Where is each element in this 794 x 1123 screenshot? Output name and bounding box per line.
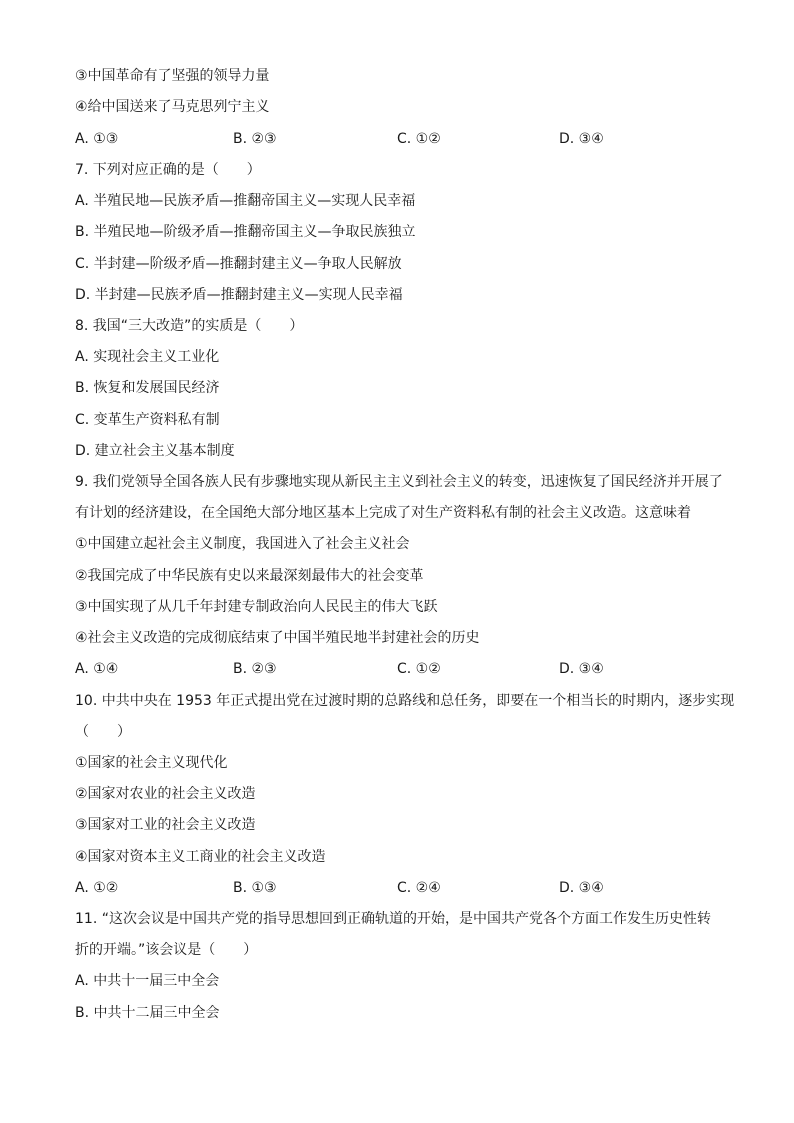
q9-option-c: C. ①② — [397, 661, 441, 677]
q7-option-a: A. 半殖民地—民族矛盾—推翻帝国主义—实现人民幸福 — [75, 193, 416, 209]
q8-option-b: B. 恢复和发展国民经济 — [75, 380, 220, 396]
q9-option-a: A. ①④ — [75, 661, 119, 677]
q9-statement-2: ②我国完成了中华民族有史以来最深刻最伟大的社会变革 — [75, 568, 424, 584]
q9-statement-1: ①中国建立起社会主义制度，我国进入了社会主义社会 — [75, 536, 410, 552]
q10-stem-line-2: （ ） — [75, 724, 131, 740]
q6-option-a: A. ①③ — [75, 131, 119, 147]
q7-stem: 7. 下列对应正确的是（ ） — [75, 162, 261, 178]
q7-option-c: C. 半封建—阶级矛盾—推翻封建主义—争取人民解放 — [75, 256, 402, 272]
q8-option-d: D. 建立社会主义基本制度 — [75, 443, 235, 459]
q6-statement-3: ③中国革命有了坚强的领导力量 — [75, 68, 270, 84]
q6-statement-4: ④给中国送来了马克思列宁主义 — [75, 99, 270, 115]
q7-option-d: D. 半封建—民族矛盾—推翻封建主义—实现人民幸福 — [75, 287, 403, 303]
q6-option-b: B. ②③ — [233, 131, 277, 147]
q10-statement-1: ①国家的社会主义现代化 — [75, 755, 228, 771]
q6-option-c: C. ①② — [397, 131, 441, 147]
q10-statement-4: ④国家对资本主义工商业的社会主义改造 — [75, 849, 326, 865]
q9-statement-3: ③中国实现了从几千年封建专制政治向人民民主的伟大飞跃 — [75, 599, 438, 615]
q7-option-b: B. 半殖民地—阶级矛盾—推翻帝国主义—争取民族独立 — [75, 224, 416, 240]
q11-option-a: A. 中共十一届三中全会 — [75, 973, 220, 989]
q10-statement-3: ③国家对工业的社会主义改造 — [75, 817, 256, 833]
q11-stem-line-1: 11. “这次会议是中国共产党的指导思想回到正确轨道的开始，是中国共产党各个方面工作发生历史性转 — [75, 911, 711, 927]
q9-option-d: D. ③④ — [559, 661, 604, 677]
q10-statement-2: ②国家对农业的社会主义改造 — [75, 786, 256, 802]
q10-option-c: C. ②④ — [397, 880, 441, 896]
q8-option-a: A. 实现社会主义工业化 — [75, 349, 220, 365]
q9-stem-line-2: 有计划的经济建设，在全国绝大部分地区基本上完成了对生产资料私有制的社会主义改造。这意味着 — [75, 505, 691, 521]
q9-stem-line-1: 9. 我们党领导全国各族人民有步骤地实现从新民主主义到社会主义的转变，迅速恢复了国民经济并开展了 — [75, 474, 723, 490]
q11-stem-line-2: 折的开端。”该会议是（ ） — [75, 942, 258, 958]
q9-option-b: B. ②③ — [233, 661, 277, 677]
q9-statement-4: ④社会主义改造的完成彻底结束了中国半殖民地半封建社会的历史 — [75, 630, 480, 646]
q8-stem: 8. 我国“三大改造”的实质是（ ） — [75, 318, 304, 334]
q8-option-c: C. 变革生产资料私有制 — [75, 412, 220, 428]
q6-option-d: D. ③④ — [559, 131, 604, 147]
q10-stem-line-1: 10. 中共中央在 1953 年正式提出党在过渡时期的总路线和总任务，即要在一个相当长的时期内，逐步实现 — [75, 693, 735, 709]
q10-option-b: B. ①③ — [233, 880, 277, 896]
q10-option-a: A. ①② — [75, 880, 119, 896]
q10-option-d: D. ③④ — [559, 880, 604, 896]
q11-option-b: B. 中共十二届三中全会 — [75, 1005, 220, 1021]
